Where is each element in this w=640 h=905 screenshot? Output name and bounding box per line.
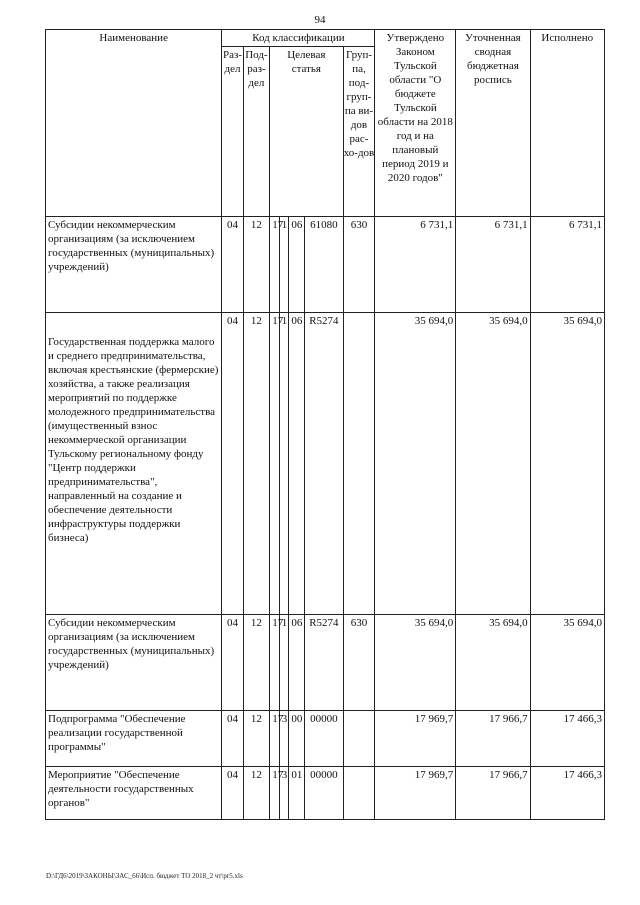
file-path-footer: D:\ГД6\2019\ЗАКОНЫ\ЗАС_66\Исп. бюджет ТО 2018_2 чт\pr5.xls	[46, 872, 243, 880]
row-subsection: 12	[243, 313, 270, 615]
row-target-subprogram: 3	[279, 711, 289, 767]
row-refined: 17 966,7	[456, 711, 530, 767]
row-target-subprogram: 1	[279, 217, 289, 313]
row-refined: 6 731,1	[456, 217, 530, 313]
table-row	[46, 217, 605, 313]
row-executed: 6 731,1	[530, 217, 604, 313]
row-group: 630	[343, 217, 375, 313]
row-section: 04	[222, 767, 243, 820]
table-row	[46, 313, 605, 615]
header-group: Груп-па, под-груп-па ви-дов рас-хо-дов	[343, 47, 375, 217]
row-group: 630	[343, 615, 375, 711]
header-approved: Утверждено Законом Тульской области "О бюджете Тульской области на 2018 год и на плановый период 2019 и 2020 годов"	[375, 30, 456, 217]
row-subsection: 12	[243, 217, 270, 313]
row-section: 04	[222, 217, 243, 313]
table-row	[46, 711, 605, 767]
row-target-direction: 00000	[305, 767, 343, 820]
row-target-subprogram: 3	[279, 767, 289, 820]
row-name: Субсидии некоммерческим организациям (за исключением государственных (муниципальных) учреждений)	[46, 615, 222, 711]
row-executed: 35 694,0	[530, 313, 604, 615]
row-name: Подпрограмма "Обеспечение реализации государственной программы"	[46, 711, 222, 767]
row-target-program: 17	[270, 615, 280, 711]
row-section: 04	[222, 711, 243, 767]
row-target-subprogram: 1	[279, 615, 289, 711]
row-target-direction: 00000	[305, 711, 343, 767]
row-refined: 35 694,0	[456, 313, 530, 615]
page-number: 94	[314, 14, 326, 26]
header-section: Раз-дел	[222, 47, 243, 217]
row-approved: 35 694,0	[375, 313, 456, 615]
row-refined: 17 966,7	[456, 767, 530, 820]
row-approved: 35 694,0	[375, 615, 456, 711]
row-group	[343, 313, 375, 615]
row-target-program: 17	[270, 767, 280, 820]
row-target-program: 17	[270, 711, 280, 767]
header-refined: Уточненная сводная бюджетная роспись	[456, 30, 530, 217]
row-name: Субсидии некоммерческим организациям (за исключением государственных (муниципальных) учреждений)	[46, 217, 222, 313]
row-group	[343, 767, 375, 820]
row-name: Мероприятие "Обеспечение деятельности государственных органов"	[46, 767, 222, 820]
row-target-event: 00	[289, 711, 305, 767]
row-target-direction: 61080	[305, 217, 343, 313]
header-subsection: Под-раз-дел	[243, 47, 270, 217]
budget-table	[45, 29, 605, 820]
row-section: 04	[222, 615, 243, 711]
row-section: 04	[222, 313, 243, 615]
header-executed: Исполнено	[530, 30, 604, 217]
row-approved: 6 731,1	[375, 217, 456, 313]
row-target-event: 06	[289, 615, 305, 711]
table-row	[46, 767, 605, 820]
row-subsection: 12	[243, 615, 270, 711]
row-target-program: 17	[270, 313, 280, 615]
table-row	[46, 615, 605, 711]
row-executed: 17 466,3	[530, 711, 604, 767]
header-target: Целевая статья	[270, 47, 343, 217]
row-group	[343, 711, 375, 767]
row-subsection: 12	[243, 767, 270, 820]
row-refined: 35 694,0	[456, 615, 530, 711]
row-subsection: 12	[243, 711, 270, 767]
row-target-program: 17	[270, 217, 280, 313]
row-approved: 17 969,7	[375, 767, 456, 820]
row-executed: 35 694,0	[530, 615, 604, 711]
row-target-event: 06	[289, 313, 305, 615]
header-code: Код классификации	[222, 30, 375, 47]
row-name: Государственная поддержка малого и среднего предпринимательства, включая крестьянские (фермерские) хозяйства, а также реализация мероприятий по поддержке молодежного предпринимательства (имущественный взнос некоммерческой организации Тульскому региональному фонду "Центр поддержки предпринимательства", направленный на создание и обеспечение деятельности инфраструктуры поддержки бизнеса)	[46, 313, 222, 615]
row-target-event: 01	[289, 767, 305, 820]
row-target-subprogram: 1	[279, 313, 289, 615]
row-target-direction: R5274	[305, 313, 343, 615]
row-executed: 17 466,3	[530, 767, 604, 820]
row-target-direction: R5274	[305, 615, 343, 711]
row-target-event: 06	[289, 217, 305, 313]
header-name: Наименование	[46, 30, 222, 217]
row-approved: 17 969,7	[375, 711, 456, 767]
